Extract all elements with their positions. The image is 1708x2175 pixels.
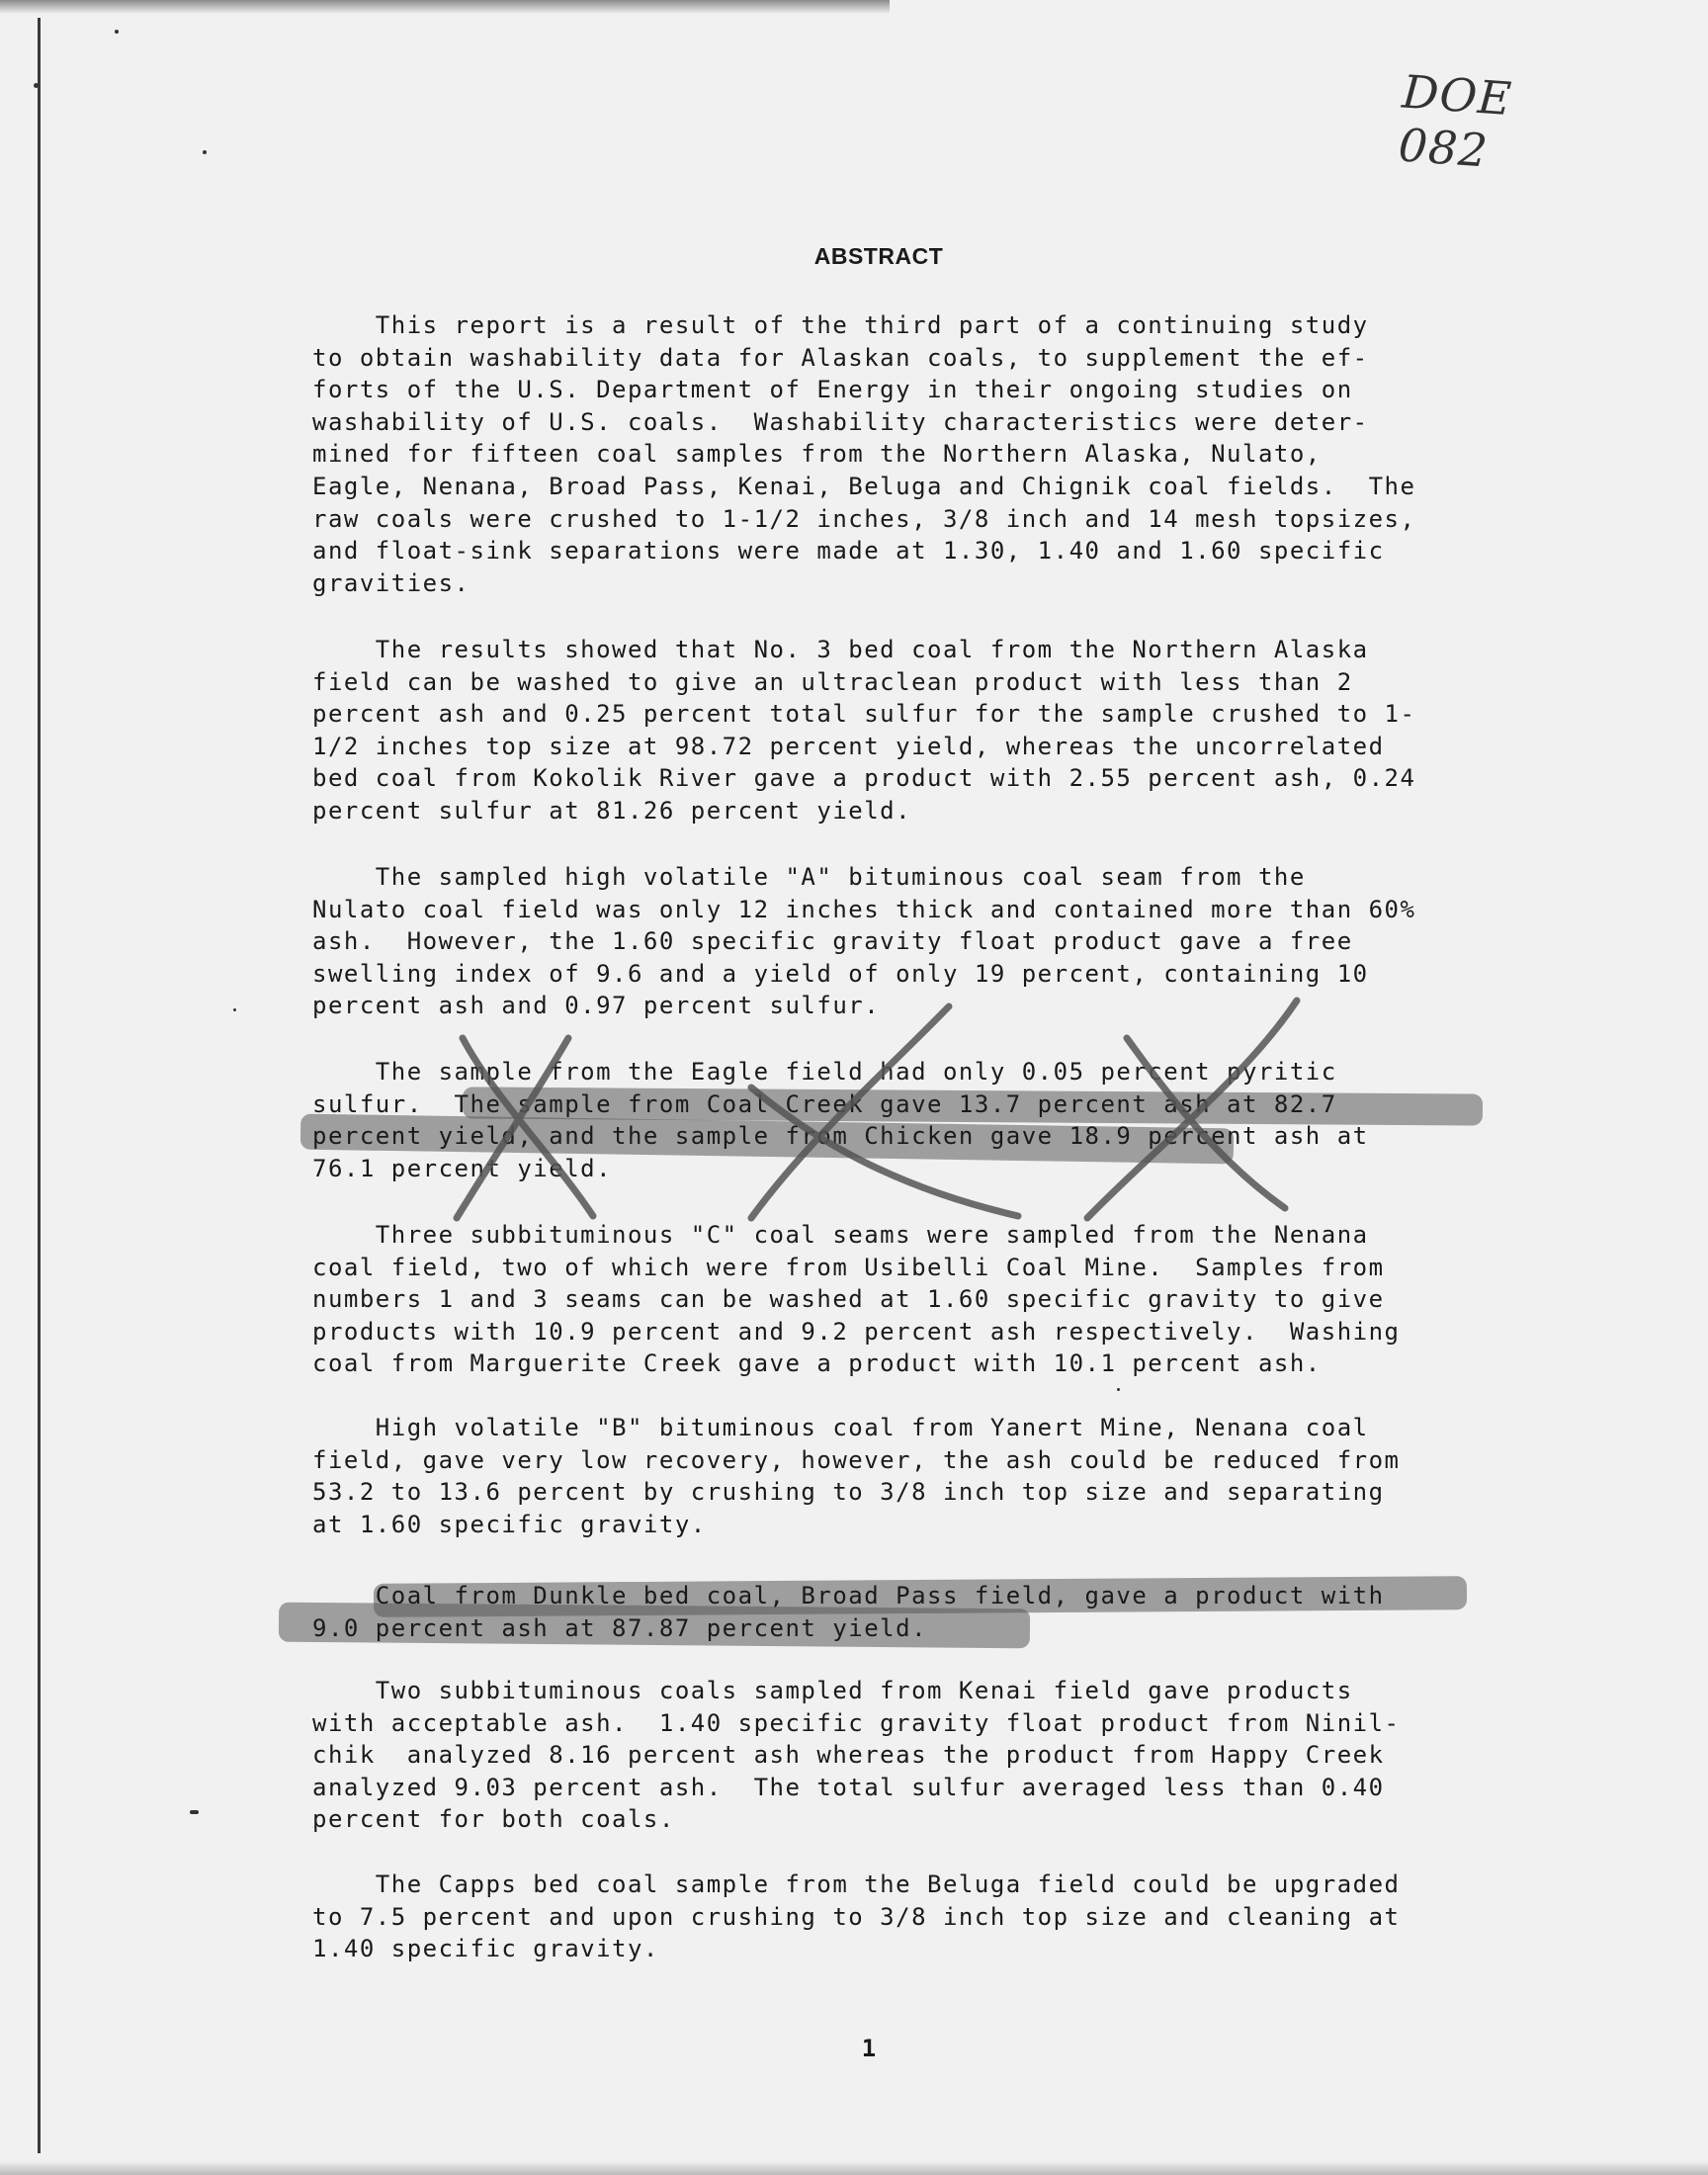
scan-speck	[34, 83, 39, 88]
abstract-paragraph: Three subbituminous "C" coal seams were sampled from the Nenana coal field, two of which were from Usibelli Coal Mine. Samples from numbers 1 and 3 seams can be washed at 1.60 specific gravity to give products with 10.9 percent and 9.2 percent ash respectively. Washing coal from Marguerite Creek gave a product with 10.1 percent ash.	[312, 1221, 1401, 1378]
abstract-paragraph: The sample from the Eagle field had only 0.05 percent pyritic sulfur. The sample from Coal Creek gave 13.7 percent ash at 82.7 percent yield, and the sample from Chicken gave 18.9 percent ash at 76.1 percent yield.	[312, 1058, 1369, 1182]
page-number: 1	[861, 2035, 877, 2062]
scan-speck	[203, 150, 207, 154]
abstract-paragraph: High volatile "B" bituminous coal from Yanert Mine, Nenana coal field, gave very low recovery, however, the ash could be reduced from 53.2 to 13.6 percent by crushing to 3/8 inch top size and separating at 1.60 specific gravity.	[312, 1414, 1401, 1538]
scan-binding-line	[38, 18, 41, 2153]
scan-speck	[115, 30, 119, 34]
abstract-paragraph: Two subbituminous coals sampled from Kenai field gave products with acceptable ash. 1.40 specific gravity float product from Ninil- chik analyzed 8.16 percent ash whereas the product from Happy Creek analyzed 9.03 percent ash. The total sulfur averaged less than 0.40 percent for both coals.	[312, 1677, 1401, 1834]
abstract-title: ABSTRACT	[813, 243, 944, 269]
abstract-paragraph: Coal from Dunkle bed coal, Broad Pass field, gave a product with 9.0 percent ash at 87.87 percent yield.	[312, 1582, 1385, 1642]
scan-speck	[1117, 1388, 1120, 1391]
handwritten-note: DOE 082	[1397, 64, 1514, 178]
abstract-paragraph: The sampled high volatile "A" bituminous coal seam from the Nulato coal field was only 12 inches thick and contained more than 60% ash. However, the 1.60 specific gravity float product gave a free swelling index of 9.6 and a yield of only 19 percent, containing 10 percent ash and 0.97 percent sulfur.	[312, 863, 1416, 1020]
abstract-paragraph: The Capps bed coal sample from the Beluga field could be upgraded to 7.5 percent and upon crushing to 3/8 inch top size and cleaning at 1.40 specific gravity.	[312, 1870, 1401, 1963]
abstract-paragraph: This report is a result of the third part of a continuing study to obtain washability data for Alaskan coals, to supplement the ef- forts of the U.S. Department of Energy in their ongoing studies on washability of U.S. coals. Washability characteristics were deter- mined for fifteen coal samples from the Northern Alaska, Nulato, Eagle, Nenana, Broad Pass, Kenai, Beluga and Chignik coal fields. The raw coals were crushed to 1-1/2 inches, 3/8 inch and 14 mesh topsizes, and float-sink separations were made at 1.30, 1.40 and 1.60 specific gravities.	[312, 311, 1416, 597]
abstract-paragraph: The results showed that No. 3 bed coal from the Northern Alaska field can be washed to give an ultraclean product with less than 2 percent ash and 0.25 percent total sulfur for the sample crushed to 1- 1/2 inches top size at 98.72 percent yield, whereas the uncorrelated bed coal from Kokolik River gave a product with 2.55 percent ash, 0.24 percent sulfur at 81.26 percent yield.	[312, 636, 1416, 825]
scan-speck	[233, 1008, 236, 1011]
scan-speck	[190, 1810, 199, 1814]
scan-top-edge	[0, 0, 890, 14]
scan-bottom-edge	[0, 2161, 1708, 2175]
